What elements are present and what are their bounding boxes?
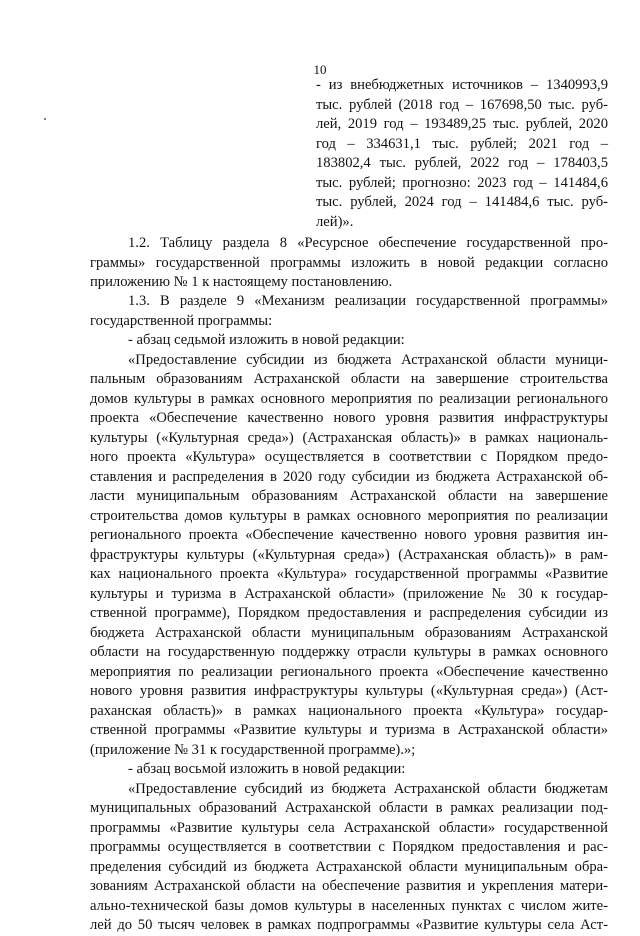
text-line: год – 334631,1 тыс. рублей; 2021 год –	[316, 135, 608, 152]
text-line: лей до 50 тысяч человек в рамках подпрограммы «Развитие культуры села Аст-	[90, 917, 608, 933]
text-line: зованиям Астраханской области на обеспечение развития и укрепления матери-	[90, 878, 608, 894]
text-line: ально-технической базы домов культуры в населенных пунктах с числом жите-	[90, 897, 608, 914]
text-line: мероприятия по реализации регионального проекта «Обеспечение качественно	[90, 663, 608, 680]
text-line: ственной программы «Развитие культуры и туризма в Астраханской области»	[90, 722, 608, 738]
text-line: пальным образованиям Астраханской области на завершение строительства	[90, 371, 608, 387]
text-line: государственной программы:	[90, 312, 273, 329]
text-line: «Предоставление субсидии из бюджета Астраханской области муници-	[128, 351, 608, 368]
amendment-intro: - абзац седьмой изложить в новой редакции:	[128, 332, 405, 348]
text-line: пределения субсидий из бюджета Астраханской области муниципальным обра-	[90, 858, 608, 875]
text-line: культуры и туризма в Астраханской области» (приложение № 30 к государ-	[90, 585, 608, 602]
paragraph-eight-amendment	[90, 760, 608, 936]
text-line: регионального проекта «Обеспечение качественно нового уровня развития ин-	[90, 527, 608, 543]
text-line: 1.3. В разделе 9 «Механизм реализации государственной программы»	[128, 293, 608, 309]
text-line: граммы» государственной программы изложить в новой редакции согласно	[90, 254, 608, 271]
extra-budget-sources-paragraph	[316, 76, 608, 232]
text-line: культуры («Культурная среда») (Астраханская область)» в рамках националь-	[90, 429, 608, 446]
text-line: проекта «Обеспечение качественно нового уровня развития инфраструктуры	[90, 410, 608, 426]
text-line: ласти муниципальным образованиям Астраханской области на завершение	[90, 488, 608, 504]
text-line: муниципальных образований Астраханской области в рамках реализации под-	[90, 800, 608, 816]
text-line: домов культуры в рамках основного мероприятия по реализации регионального	[90, 390, 608, 407]
amendment-intro: - абзац восьмой изложить в новой редакции:	[128, 761, 406, 777]
text-line: лей, 2019 год – 193489,25 тыс. рублей, 2020	[316, 116, 608, 132]
paragraph-seven-amendment	[90, 331, 608, 760]
text-line: раханская область)» в рамках национального проекта «Культура» государ-	[90, 702, 608, 719]
text-line: 1.2. Таблицу раздела 8 «Ресурсное обеспечение государственной про-	[128, 235, 608, 251]
text-line: строительства домов культуры в рамках основного мероприятия по реализации	[90, 507, 608, 524]
text-line: тыс. рублей (2018 год – 167698,50 тыс. руб-	[316, 96, 608, 113]
text-line: тыс. рублей, 2024 год – 141484,6 тыс. руб-	[316, 194, 608, 210]
text-line: приложению № 1 к настоящему постановлению.	[90, 274, 393, 290]
text-line: программы осуществляется в соответствии с Порядком предоставления и рас-	[90, 839, 608, 855]
text-line: нового уровня развития инфраструктуры культуры («Культурная среда») (Аст-	[90, 683, 608, 699]
text-line: бюджета Астраханской области муниципальным образованиям Астраханской	[90, 624, 608, 641]
text-line: области на государственную поддержку отрасли культуры в рамках основного	[90, 644, 608, 660]
text-line: лей)».	[316, 213, 354, 230]
text-line: «Предоставление субсидий из бюджета Астраханской области бюджетам	[128, 780, 608, 797]
text-line: 183802,4 тыс. рублей, 2022 год – 178403,5	[316, 155, 608, 171]
text-line: программы «Развитие культуры села Астраханской области» государственной	[90, 819, 608, 836]
text-line: ках национального проекта «Культура» государственной программы «Развитие	[90, 566, 608, 582]
text-line: - из внебюджетных источников – 1340993,9	[316, 77, 608, 93]
text-line: фраструктуры культуры («Культурная среда») (Астраханская область)» в рам-	[90, 546, 608, 563]
item-1-2-paragraph	[90, 234, 608, 293]
scan-speck	[44, 118, 46, 120]
page-number: 10	[313, 62, 327, 77]
text-line: тыс. рублей; прогнозно: 2023 год – 141484,6	[316, 174, 608, 191]
text-line: ного проекта «Культура» осуществляется в соответствии с Порядком предо-	[90, 449, 608, 465]
item-1-3-paragraph	[90, 292, 608, 331]
text-line: ственной программе), Порядком предоставления и распределения субсидии из	[90, 605, 608, 621]
text-line: ставления и распределения в 2020 году субсидии из бюджета Астраханской об-	[90, 468, 608, 485]
text-line: (приложение № 31 к государственной программе).»;	[90, 741, 416, 758]
